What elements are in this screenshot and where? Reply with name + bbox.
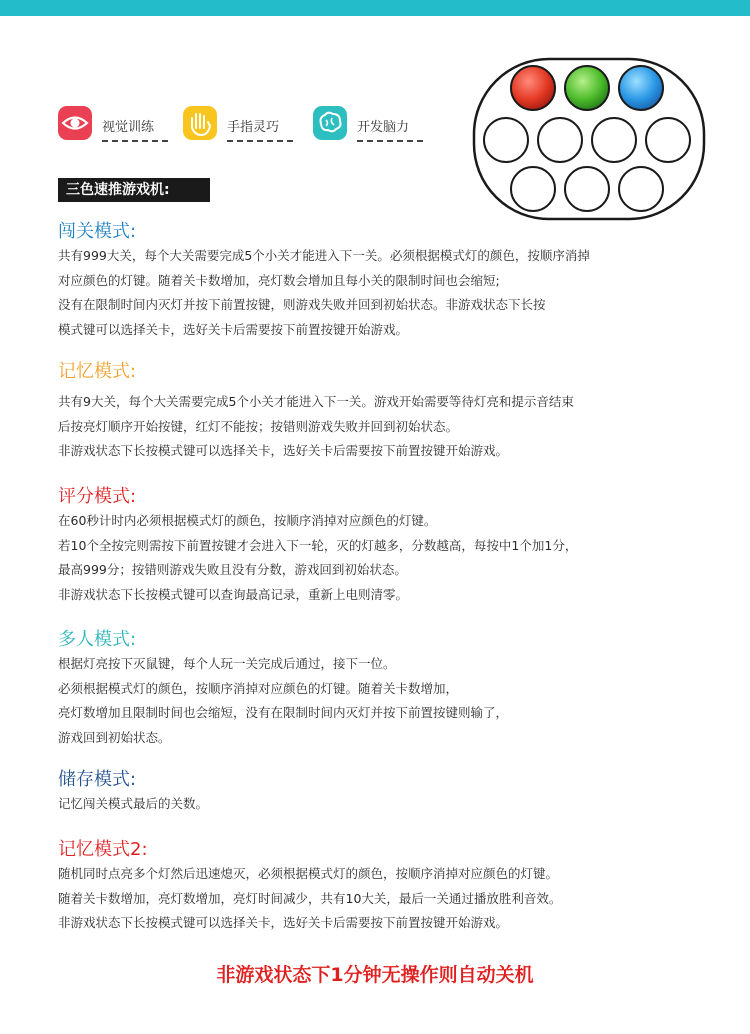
section-line: 若10个全按完则需按下前置按键才会进入下一轮，灭的灯越多，分数越高，每按中1个加1分，: [58, 537, 578, 553]
eye-icon: [58, 106, 92, 140]
button-hole: [538, 118, 582, 162]
section-score-mode: [58, 485, 718, 607]
section-line: 随机同时点亮多个灯然后迅速熄灭，必须根据模式灯的颜色，按顺序消掉对应颜色的灯键。: [58, 866, 559, 881]
section-line: 后按亮灯顺序开始按键，红灯不能按；按错则游戏失败并回到初始状态。: [58, 418, 459, 434]
section-line: 随着关卡数增加，亮灯数增加，亮灯时间减少，共有10大关，最后一关通过播放胜利音效。: [58, 890, 562, 906]
section-line: 模式键可以选择关卡，选好关卡后需要按下前置按键开始游戏。: [58, 321, 409, 337]
product-title-banner: 三色速推游戏机:: [58, 178, 210, 202]
section-line: 最高999分；按错则游戏失败且没有分数，游戏回到初始状态。: [58, 562, 407, 577]
section-memory-mode: [58, 360, 718, 464]
section-line: 根据灯亮按下灭鼠键，每个人玩一关完成后通过，接下一位。: [58, 656, 396, 671]
feature-label: 手指灵巧: [227, 120, 280, 135]
section-level-mode: [58, 220, 718, 342]
section-line: 共有9大关，每个大关需要完成5个小关才能进入下一关。游戏开始需要等待灯亮和提示音结束: [58, 394, 574, 409]
red-light: [511, 66, 555, 110]
button-hole: [646, 118, 690, 162]
auto-shutdown-note: 非游戏状态下1分钟无操作则自动关机: [216, 964, 534, 986]
section-line: 必须根据模式灯的颜色，按顺序消掉对应颜色的灯键。随着关卡数增加，: [58, 680, 459, 696]
section-multiplayer-mode: [58, 628, 718, 750]
button-hole: [592, 118, 636, 162]
section-memory-mode-2: [58, 838, 718, 936]
section-line: 非游戏状态下长按模式键可以选择关卡，选好关卡后需要按下前置按键开始游戏。: [58, 915, 509, 930]
section-title: 储存模式:: [58, 769, 137, 790]
section-line: 在60秒计时内必须根据模式灯的颜色，按顺序消掉对应颜色的灯键。: [58, 513, 437, 528]
green-light: [565, 66, 609, 110]
button-hole: [484, 118, 528, 162]
button-hole: [619, 167, 663, 211]
blue-light: [619, 66, 663, 110]
section-line: 非游戏状态下长按模式键可以选择关卡，选好关卡后需要按下前置按键开始游戏。: [58, 443, 509, 458]
console-svg: [470, 55, 708, 223]
game-console-illustration: [470, 55, 708, 227]
dashed-underline: [102, 140, 168, 142]
dashed-underline: [357, 140, 423, 142]
section-line: 没有在限制时间内灭灯并按下前置按键，则游戏失败并回到初始状态。非游戏状态下长按: [58, 297, 546, 312]
section-title: 评分模式:: [58, 486, 137, 507]
section-line: 亮灯数增加且限制时间也会缩短，没有在限制时间内灭灯并按下前置按键则输了，: [58, 705, 509, 720]
button-hole: [565, 167, 609, 211]
hand-icon: [183, 106, 217, 140]
section-line: 记忆闯关模式最后的关数。: [58, 796, 209, 811]
brain-icon: [313, 106, 347, 140]
feature-label: 开发脑力: [357, 120, 410, 135]
section-storage-mode: [58, 768, 718, 817]
button-hole: [511, 167, 555, 211]
section-title: 记忆模式:: [58, 361, 137, 382]
dashed-underline: [227, 140, 293, 142]
section-line: 对应颜色的灯键。随着关卡数增加，亮灯数会增加且每小关的限制时间也会缩短;: [58, 272, 500, 288]
top-accent-bar: [0, 0, 750, 16]
section-title: 多人模式:: [58, 629, 137, 650]
section-line: 游戏回到初始状态。: [58, 729, 171, 745]
section-line: 非游戏状态下长按模式键可以查询最高记录，重新上电则清零。: [58, 586, 409, 602]
feature-row: [58, 106, 458, 156]
feature-label: 视觉训练: [102, 120, 155, 135]
section-title: 闯关模式:: [58, 221, 137, 242]
section-line: 共有999大关，每个大关需要完成5个小关才能进入下一关。必须根据模式灯的颜色，按顺序消掉: [58, 248, 590, 263]
section-title: 记忆模式2:: [58, 839, 148, 860]
